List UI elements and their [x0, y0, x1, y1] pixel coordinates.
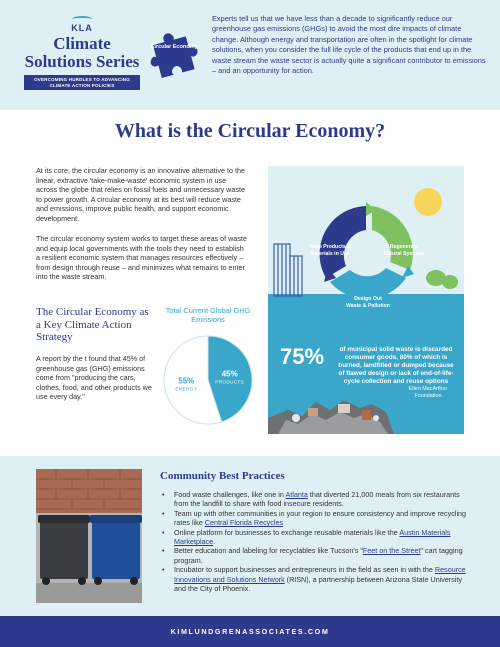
list-item [162, 490, 472, 509]
arrow-icon [402, 266, 414, 278]
pie-category-label: ENERGY [175, 386, 198, 392]
paragraph-system: The circular economy system works to target these areas of waste and equip local governments with the tools they need to establish a resilient economic system that manages resources effectively – from design through reuse – and minimizes what remains to enter into the waste stream. [36, 234, 247, 282]
series-title: Climate Solutions Series [24, 34, 140, 71]
puzzle-label: Circular Economy [150, 44, 198, 50]
list-item-text: Incubator to support businesses and entrepreneurs in the field as seen in with the [174, 565, 435, 575]
logo-block [24, 16, 140, 90]
circular-economy-illustration [268, 166, 464, 434]
practice-link[interactable]: Central Florida Recycles [204, 518, 284, 528]
segment-design-out [330, 268, 406, 299]
practice-link[interactable]: Atlanta [285, 490, 308, 499]
pie-category-label: PRODUCTS [215, 379, 245, 385]
header-band [0, 0, 500, 110]
trees-icon [426, 270, 458, 289]
section-title: The Circular Economy as a Key Climate Action Strategy [36, 306, 149, 343]
series-subtitle: OVERCOMING HURDLES TO ADVANCING CLIMATE ACTION POLICIES [24, 75, 140, 90]
list-item-text: . [213, 537, 216, 547]
list-item-text: Better education and labeling for recyclables like Tucson's " [174, 546, 363, 556]
circular-economy-diagram [268, 166, 464, 336]
paragraph-core: At its core, the circular economy is an innovative alternative to the linear, extractive 'take-make-waste' economic system in use across the globe that relies on fossil fuels and unnecessary waste to power growth. A circular economy at its best will reduce waste and emissions, improve public health, and support economic development. [36, 166, 245, 223]
logo-text: KLA [71, 23, 93, 33]
city-skyline-icon [274, 244, 302, 296]
pie-value-label: 55% [178, 376, 195, 386]
list-item-text: (RISN), a partnership between Arizona State University and the City of Phoenix. [174, 574, 463, 594]
list-item-text: that diverted 21,000 meals from six restaurants from the landfill to share with food insecure residents. [174, 490, 460, 509]
recycling-bins-photo [36, 469, 142, 603]
practice-link[interactable]: Feet on the Street [362, 546, 421, 556]
puzzle-piece-icon [146, 26, 202, 82]
stat-source: Ellen MacArthur Foundation [408, 386, 448, 399]
list-item [162, 546, 472, 565]
list-item-text: Team up with other communities in your region to ensure consistency and improve recycling rates like [174, 508, 467, 528]
list-item-text: Online platform for businesses to exchange reusable materials like the [174, 527, 400, 537]
wave-icon [72, 16, 92, 22]
segment-keep-products [320, 206, 366, 278]
report-paragraph: A report by the t found that 45% of greenhouse gas (GHG) emissions come from "producing the cars, clothes, food, and other products we use every day." [36, 354, 152, 402]
segment-2-label: Regenerate Natural Systems [383, 244, 425, 257]
best-practices-title: Community Best Practices [160, 470, 285, 482]
footer-website: KIMLUNDGRENASSOCIATES.COM [170, 627, 330, 636]
practice-link[interactable]: Austin Materials Marketplace [174, 527, 451, 547]
kla-logo [24, 16, 140, 33]
stat-value: 75% [280, 344, 325, 369]
footer-bar [0, 616, 500, 647]
best-practices-list [162, 490, 472, 593]
practice-link[interactable]: Resource Innovations and Solutions Network [174, 565, 466, 584]
stat-text: of municipal solid waste is discarded consumer goods, 80% of which is burned, landfilled or dumped because of flawed design or lack of end-of-life-cycle collection and reuse options [338, 346, 454, 385]
segment-3-label: Design Out Waste & Pollution [346, 296, 390, 309]
list-item [162, 565, 472, 593]
list-item [162, 528, 472, 547]
chart-title: Total Current Global GHG Emissions [165, 306, 251, 324]
sun-icon [414, 188, 442, 216]
ghg-pie-chart [160, 332, 256, 428]
segment-regenerate [372, 206, 413, 270]
list-item-text: " cart tagging program. [174, 546, 463, 565]
pie-value-label: 45% [221, 369, 238, 379]
page-title: What is the Circular Economy? [114, 120, 386, 142]
list-item-text: Food waste challenges, like one in [174, 490, 286, 499]
list-item [162, 509, 472, 528]
segment-1-label: Keep Products & Materials in Use [309, 244, 351, 257]
intro-paragraph: Experts tell us that we have less than a decade to significantly reduce our greenhouse gas emissions (GHGs) to avoid the most dire impacts of climate change. Although energy and transportation are often in the spotlight for climate solutions, when you consider the full life cycle of the products that end up in the waste stream the waste sector is actually quite a significant contributor to emissions – and an opportunity for action. [212, 14, 486, 76]
